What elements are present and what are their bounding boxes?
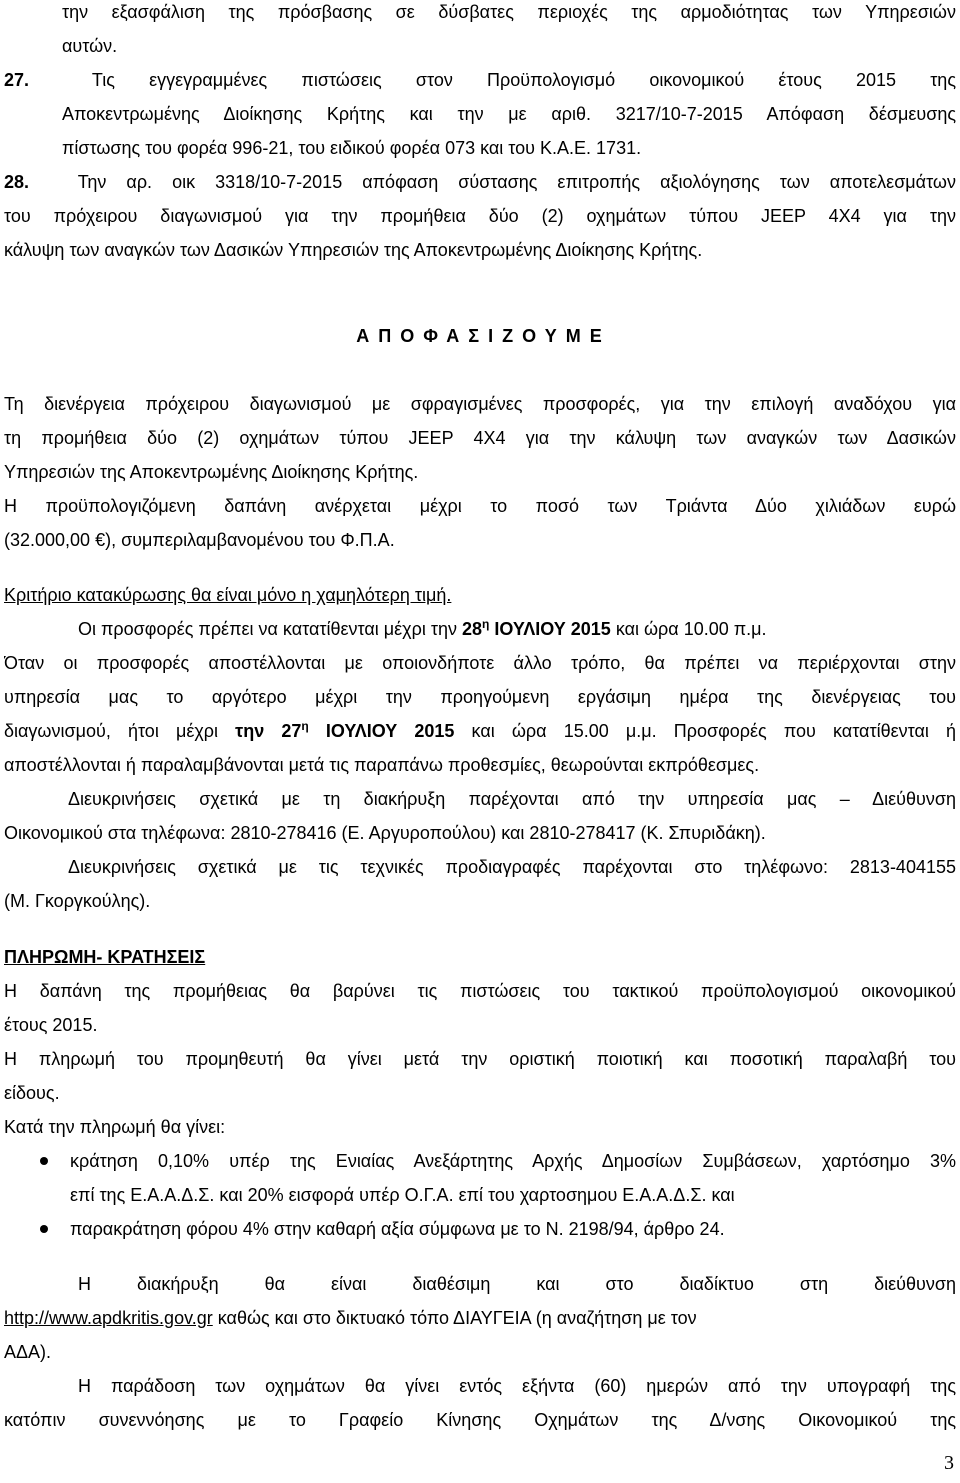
item28-text: Την αρ. οικ 3318/10-7-2015 απόφαση σύστασης επιτροπής αξιολόγησης των αποτελεσμάτων [77,172,956,192]
website-link[interactable]: http://www.apdkritis.gov.gr [4,1308,213,1328]
bullet1-line1 [4,1144,956,1178]
item28-line1 [4,165,956,199]
payment-heading: ΠΛΗΡΩΜΗ- ΚΡΑΤΗΣΕΙΣ [4,947,206,967]
decision-heading: Α Π Ο Φ Α Σ Ι Ζ Ο Υ Μ Ε [356,326,604,346]
deadline-month-year: ΙΟΥΛΙΟΥ 2015 [489,619,611,639]
award-criterion: Κριτήριο κατακύρωσης θα είναι μόνο η χαμηλότερη τιμή. [4,585,452,605]
item27-line1 [4,63,956,97]
payment-p1-line1: Η δαπάνη της προμήθειας θα βαρύνει τις πιστώσεις του τακτικού προϋπολογισμού οικονομικού [4,981,956,1001]
item28-line2: του πρόχειρου διαγωνισμού για την προμήθεια δύο (2) οχημάτων τύπου JEEP 4X4 για την [4,206,956,226]
publication-line2 [4,1301,956,1335]
payment-p1-line2: έτους 2015. [4,1015,98,1035]
mail-line1: Όταν οι προσφορές αποστέλλονται με οποιονδήποτε άλλο τρόπο, θα πρέπει να περιέρχονται στην [4,653,956,673]
decision-line2: τη προμήθεια δύο (2) οχημάτων τύπου JEEP 4X4 για την κάλυψη των αναγκών των Δασικών [4,428,956,448]
publication-line2-post: καθώς και στο δικτυακό τόπο ΔΙΑΥΓΕΙΑ (η αναζήτηση με τον [212,1308,697,1328]
mail-line3-month-year: ΙΟΥΛΙΟΥ 2015 [308,721,455,741]
bullet2-line [4,1212,956,1246]
bullet1-line2: επί της Ε.Α.Α.Δ.Σ. και 20% εισφορά υπέρ Ο.Γ.Α. επί του χαρτοσημου Ε.Α.Α.Δ.Σ. και [70,1185,735,1205]
mail-line3 [4,714,956,748]
bullet-dot-icon [40,1157,48,1165]
item27-number: 27. [4,70,30,90]
item26-line1: την εξασφάλιση της πρόσβασης σε δύσβατες περιοχές της αρμοδιότητας των Υπηρεσιών [62,2,956,22]
mail-line3-day: την 27 [235,721,302,741]
mail-line3-post: και ώρα 15.00 μ.μ. Προσφορές που κατατίθενται ή [454,721,956,741]
budget-line2: (32.000,00 €), συμπεριλαμβανομένου του Φ.Π.Α. [4,530,395,550]
deadline-day: 28 [462,619,483,639]
decision-line1: Τη διενέργεια πρόχειρου διαγωνισμού με σφραγισμένες προσφορές, για την επιλογή αναδόχου για [4,394,956,414]
mail-line4: αποστέλλονται ή παραλαμβάνονται μετά τις παραπάνω προθεσμίες, θεωρούνται εκπρόθεσμες. [4,755,760,775]
page-number: 3 [944,1452,954,1474]
deadline-line [4,612,956,646]
item28-number: 28. [4,172,30,192]
bullet2-text: παρακράτηση φόρου 4% στην καθαρή αξία σύμφωνα με το Ν. 2198/94, άρθρο 24. [70,1219,725,1239]
contact-tech-line1: Διευκρινήσεις σχετικά με τις τεχνικές προδιαγραφές παρέχονται στο τηλέφωνο: 2813-404155 [68,857,956,877]
mail-line2: υπηρεσία μας το αργότερο μέχρι την προηγούμενη εργάσιμη ημέρα της διενέργειας του [4,687,956,707]
deadline-day-suffix: η [482,617,490,631]
item26-line2: αυτών. [62,36,118,56]
mail-line3-day-suffix: η [301,719,309,733]
publication-line1: Η διακήρυξη θα είναι διαθέσιμη και στο διαδίκτυο στη διεύθυνση [78,1274,956,1294]
bullet-dot-icon [40,1225,48,1233]
item27-line3: πίστωσης του φορέα 996-21, του ειδικού φορέα 073 και του Κ.Α.Ε. 1731. [62,138,642,158]
item28-line3: κάλυψη των αναγκών των Δασικών Υπηρεσιών της Αποκεντρωμένης Διοίκησης Κρήτης. [4,240,703,260]
decision-line3: Υπηρεσιών της Αποκεντρωμένης Διοίκησης Κρήτης. [4,462,419,482]
item27-text: Τις εγγεγραμμένες πιστώσεις στον Προϋπολογισμό οικονομικού έτους 2015 της [91,70,956,90]
delivery-line1: Η παράδοση των οχημάτων θα γίνει εντός εξήντα (60) ημερών από την υπογραφή της [78,1376,956,1396]
contact-tech-line2: (Μ. Γκοργκούλης). [4,891,151,911]
delivery-line2: κατόπιν συνεννόησης με το Γραφείο Κίνησης Οχημάτων της Δ/νσης Οικονομικού της [4,1410,956,1430]
payment-p2-line1: Η πληρωμή του προμηθευτή θα γίνει μετά την οριστική ποιοτική και ποσοτική παραλαβή του [4,1049,956,1069]
budget-line1: Η προϋπολογιζόμενη δαπάνη ανέρχεται μέχρι το ποσό των Τριάντα Δύο χιλιάδων ευρώ [4,496,956,516]
contact-econ-line1: Διευκρινήσεις σχετικά με τη διακήρυξη παρέχονται από την υπηρεσία μας – Διεύθυνση [68,789,956,809]
payment-intro: Κατά την πληρωμή θα γίνει: [4,1117,226,1137]
deadline-pre: Οι προσφορές πρέπει να κατατίθενται μέχρι την [78,619,462,639]
bullet1-text: κράτηση 0,10% υπέρ της Ενιαίας Ανεξάρτητης Αρχής Δημοσίων Συμβάσεων, χαρτόσημο 3% [70,1151,956,1171]
mail-line3-pre: διαγωνισμού, ήτοι μέχρι [4,721,236,741]
item27-line2: Αποκεντρωμένης Διοίκησης Κρήτης και την με αριθ. 3217/10-7-2015 Απόφαση δέσμευσης [62,104,956,124]
deadline-time: και ώρα 10.00 π.μ. [610,619,767,639]
payment-p2-line2: είδους. [4,1083,60,1103]
contact-econ-line2: Οικονομικού στα τηλέφωνα: 2810-278416 (Ε. Αργυροπούλου) και 2810-278417 (Κ. Σπυριδάκη). [4,823,766,843]
publication-line3: ΑΔΑ). [4,1342,52,1362]
